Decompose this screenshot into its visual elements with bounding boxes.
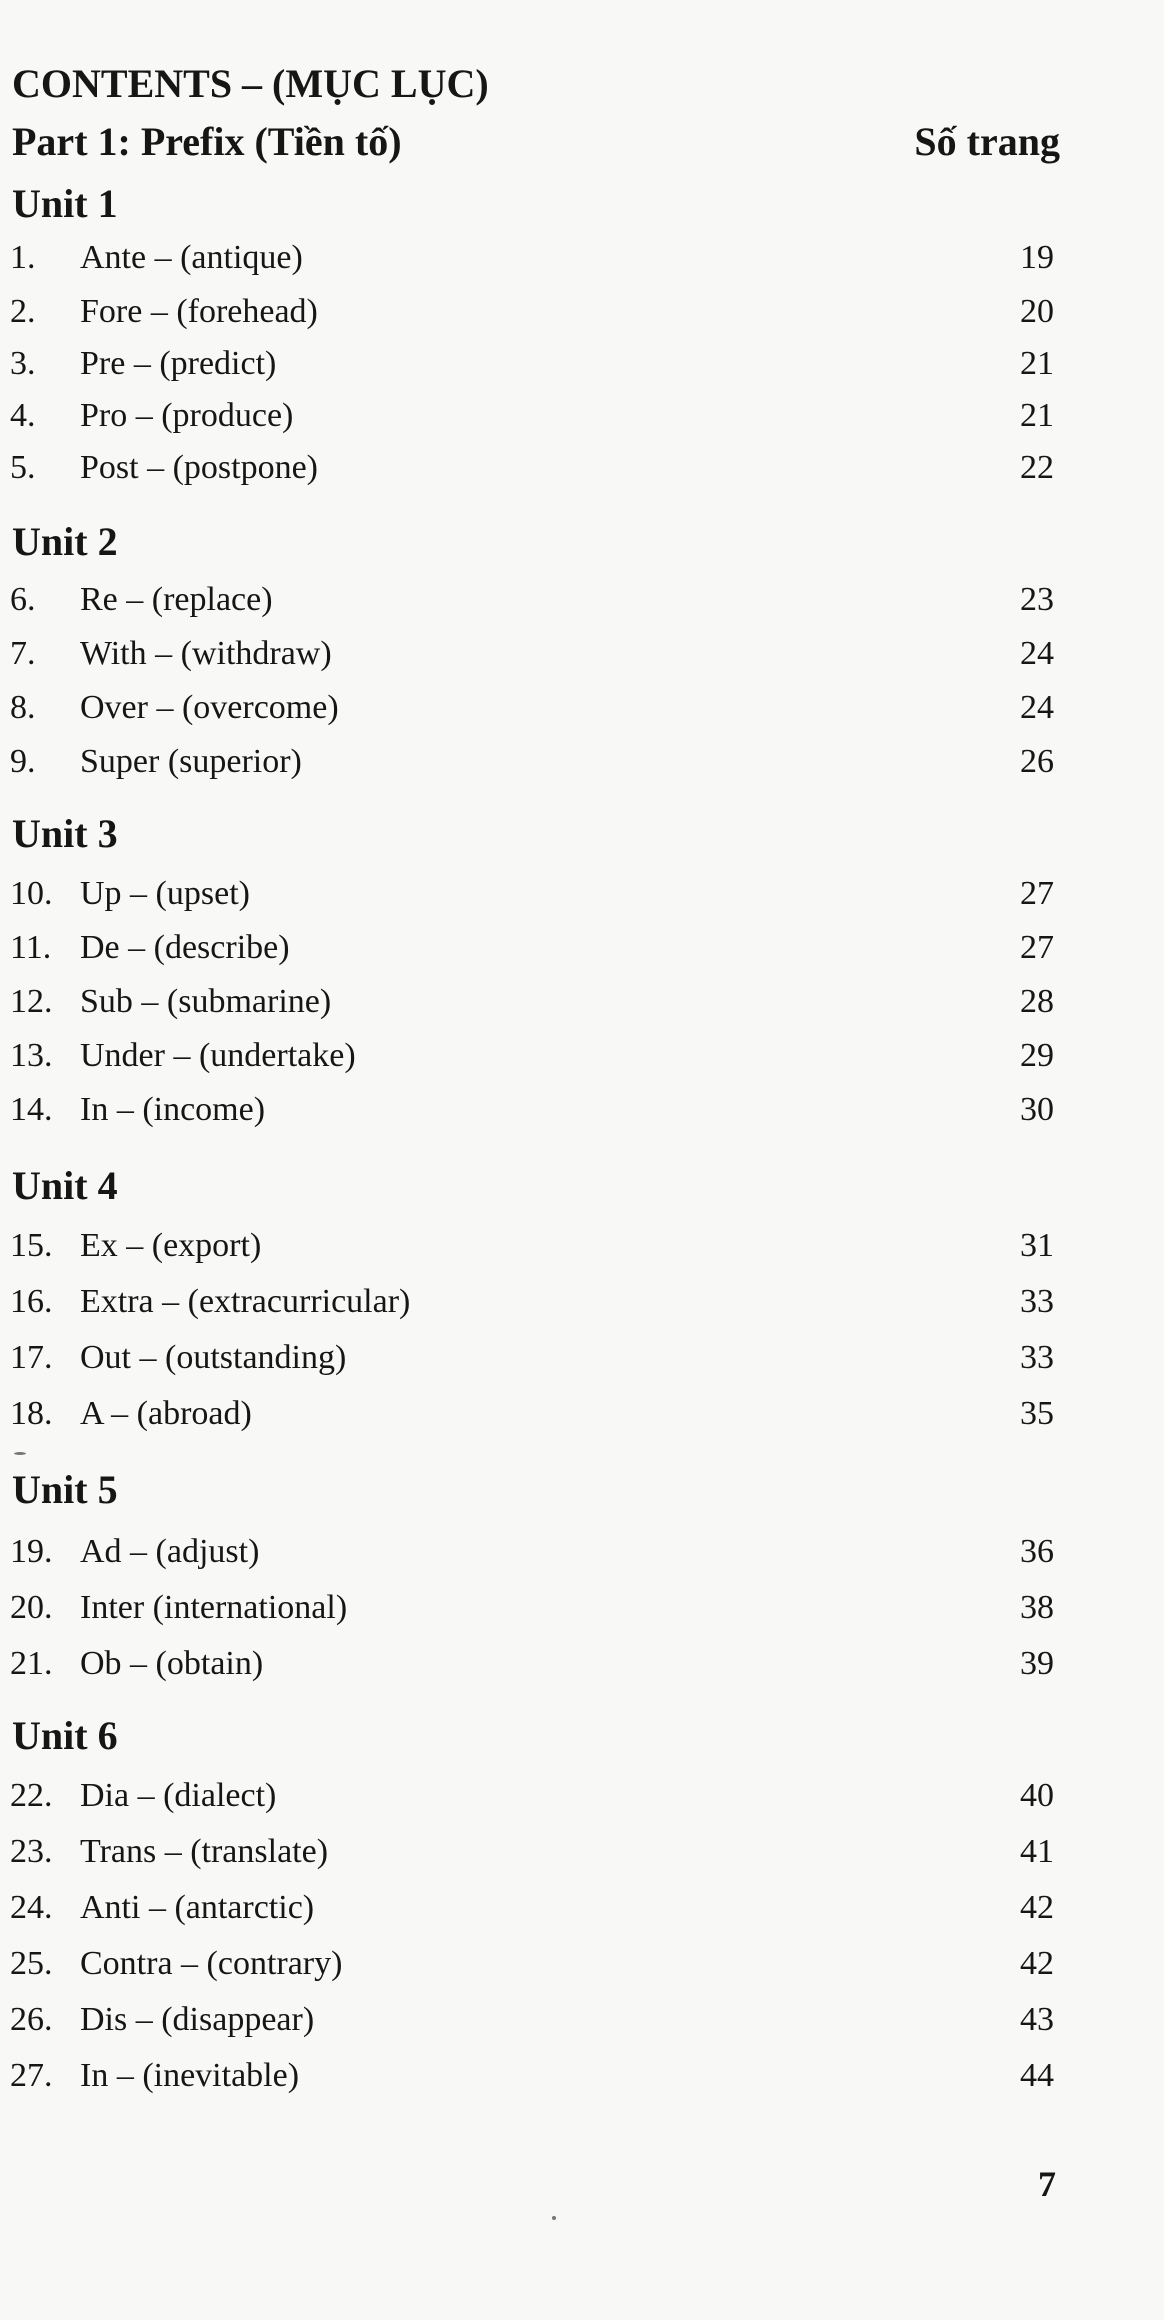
entry-number: 23. (10, 1833, 53, 1870)
entry-title: Contra – (contrary) (80, 1945, 343, 1982)
entry-page: 42 (1020, 1945, 1054, 1982)
entry-number: 27. (10, 2057, 53, 2094)
entry-page: 33 (1020, 1339, 1054, 1376)
toc-entry[interactable] (0, 2054, 1164, 2098)
toc-entry[interactable] (0, 394, 1164, 438)
toc-entry[interactable] (0, 1034, 1164, 1078)
entry-page: 44 (1020, 2057, 1054, 2094)
entry-title: Super (superior) (80, 743, 302, 780)
toc-entry[interactable] (0, 872, 1164, 916)
page-number: 7 (1038, 2164, 1056, 2204)
entry-number: 9. (10, 743, 36, 780)
entry-title: Anti – (antarctic) (80, 1889, 315, 1926)
entry-page: 41 (1020, 1833, 1054, 1870)
scan-speck (552, 2216, 556, 2220)
entry-title: In – (income) (80, 1091, 266, 1128)
entry-number: 25. (10, 1945, 53, 1982)
entry-page: 24 (1020, 689, 1054, 726)
toc-entry[interactable] (0, 1336, 1164, 1380)
entry-title: Ob – (obtain) (80, 1645, 264, 1682)
entry-title: Ante – (antique) (80, 239, 303, 276)
entry-number: 3. (10, 345, 36, 382)
entry-number: 26. (10, 2001, 53, 2038)
entry-title: Sub – (submarine) (80, 983, 332, 1020)
entry-page: 29 (1020, 1037, 1054, 1074)
entry-number: 18. (10, 1395, 53, 1432)
toc-entry[interactable] (0, 1224, 1164, 1268)
entry-number: 17. (10, 1339, 53, 1376)
entry-number: 5. (10, 449, 36, 486)
entry-title: In – (inevitable) (80, 2057, 300, 2094)
entry-title: Under – (undertake) (80, 1037, 356, 1074)
entry-page: 30 (1020, 1091, 1054, 1128)
toc-entry[interactable] (0, 1642, 1164, 1686)
unit-title: Unit 6 (12, 1713, 118, 1758)
unit-title: Unit 4 (12, 1163, 118, 1208)
entry-title: Pro – (produce) (80, 397, 294, 434)
toc-entry[interactable] (0, 740, 1164, 784)
entry-page: 39 (1020, 1645, 1054, 1682)
entry-page: 19 (1020, 239, 1054, 276)
toc-entry[interactable] (0, 1774, 1164, 1818)
entry-title: Ex – (export) (80, 1227, 262, 1264)
entry-page: 35 (1020, 1395, 1054, 1432)
toc-entry[interactable] (0, 1280, 1164, 1324)
toc-entry[interactable] (0, 1392, 1164, 1436)
unit-title: Unit 1 (12, 181, 118, 226)
entry-number: 22. (10, 1777, 53, 1814)
toc-entry[interactable] (0, 1886, 1164, 1930)
entry-page: 24 (1020, 635, 1054, 672)
entry-page: 38 (1020, 1589, 1054, 1626)
page-column-label: Số trang (914, 119, 1060, 164)
entry-page: 21 (1020, 397, 1054, 434)
toc-entry[interactable] (0, 926, 1164, 970)
toc-entry[interactable] (0, 290, 1164, 334)
toc-entry[interactable] (0, 1586, 1164, 1630)
toc-entry[interactable] (0, 1998, 1164, 2042)
entry-page: 31 (1020, 1227, 1054, 1264)
entry-title: Fore – (forehead) (80, 293, 318, 330)
entry-page: 42 (1020, 1889, 1054, 1926)
entry-number: 7. (10, 635, 36, 672)
entry-title: Re – (replace) (80, 581, 273, 618)
unit-title: Unit 2 (12, 519, 118, 564)
toc-entry[interactable] (0, 980, 1164, 1024)
toc-entry[interactable] (0, 1530, 1164, 1574)
entry-number: 11. (10, 929, 52, 966)
entry-number: 2. (10, 293, 36, 330)
entry-number: 24. (10, 1889, 53, 1926)
contents-heading: CONTENTS – (MỤC LỤC) (12, 61, 489, 106)
entry-title: Post – (postpone) (80, 449, 318, 486)
entry-number: 14. (10, 1091, 53, 1128)
entry-number: 4. (10, 397, 36, 434)
toc-entry[interactable] (0, 342, 1164, 386)
toc-entry[interactable] (0, 632, 1164, 676)
toc-entry[interactable] (0, 446, 1164, 490)
entry-number: 10. (10, 875, 53, 912)
entry-number: 6. (10, 581, 36, 618)
entry-number: 12. (10, 983, 53, 1020)
entry-title: Over – (overcome) (80, 689, 339, 726)
entry-page: 22 (1020, 449, 1054, 486)
entry-title: Up – (upset) (80, 875, 250, 912)
unit-title: Unit 3 (12, 811, 118, 856)
entry-page: 33 (1020, 1283, 1054, 1320)
entry-number: 1. (10, 239, 36, 276)
entry-page: 36 (1020, 1533, 1054, 1570)
entry-number: 20. (10, 1589, 53, 1626)
toc-entry[interactable] (0, 1830, 1164, 1874)
toc-entry[interactable] (0, 686, 1164, 730)
entry-number: 15. (10, 1227, 53, 1264)
entry-title: Extra – (extracurricular) (80, 1283, 411, 1320)
scan-speck (14, 1452, 26, 1455)
entry-number: 19. (10, 1533, 53, 1570)
unit-title: Unit 5 (12, 1467, 118, 1512)
entry-page: 26 (1020, 743, 1054, 780)
entry-title: Out – (outstanding) (80, 1339, 347, 1376)
toc-entry[interactable] (0, 1942, 1164, 1986)
part-heading: Part 1: Prefix (Tiền tố) (12, 119, 402, 164)
entry-number: 16. (10, 1283, 53, 1320)
entry-page: 27 (1020, 875, 1054, 912)
entry-page: 27 (1020, 929, 1054, 966)
toc-entry[interactable] (0, 1088, 1164, 1132)
entry-page: 28 (1020, 983, 1054, 1020)
entry-page: 23 (1020, 581, 1054, 618)
entry-number: 13. (10, 1037, 53, 1074)
entry-title: Trans – (translate) (80, 1833, 329, 1870)
entry-number: 8. (10, 689, 36, 726)
entry-title: Dis – (disappear) (80, 2001, 315, 2038)
entry-page: 40 (1020, 1777, 1054, 1814)
entry-title: De – (describe) (80, 929, 290, 966)
entry-title: A – (abroad) (80, 1395, 252, 1432)
entry-title: Ad – (adjust) (80, 1533, 260, 1570)
toc-entry[interactable] (0, 578, 1164, 622)
entry-page: 43 (1020, 2001, 1054, 2038)
entry-number: 21. (10, 1645, 53, 1682)
entry-title: With – (withdraw) (80, 635, 332, 672)
entry-page: 20 (1020, 293, 1054, 330)
entry-page: 21 (1020, 345, 1054, 382)
entry-title: Dia – (dialect) (80, 1777, 277, 1814)
entry-title: Inter (international) (80, 1589, 348, 1626)
entry-title: Pre – (predict) (80, 345, 277, 382)
toc-entry[interactable] (0, 236, 1164, 280)
